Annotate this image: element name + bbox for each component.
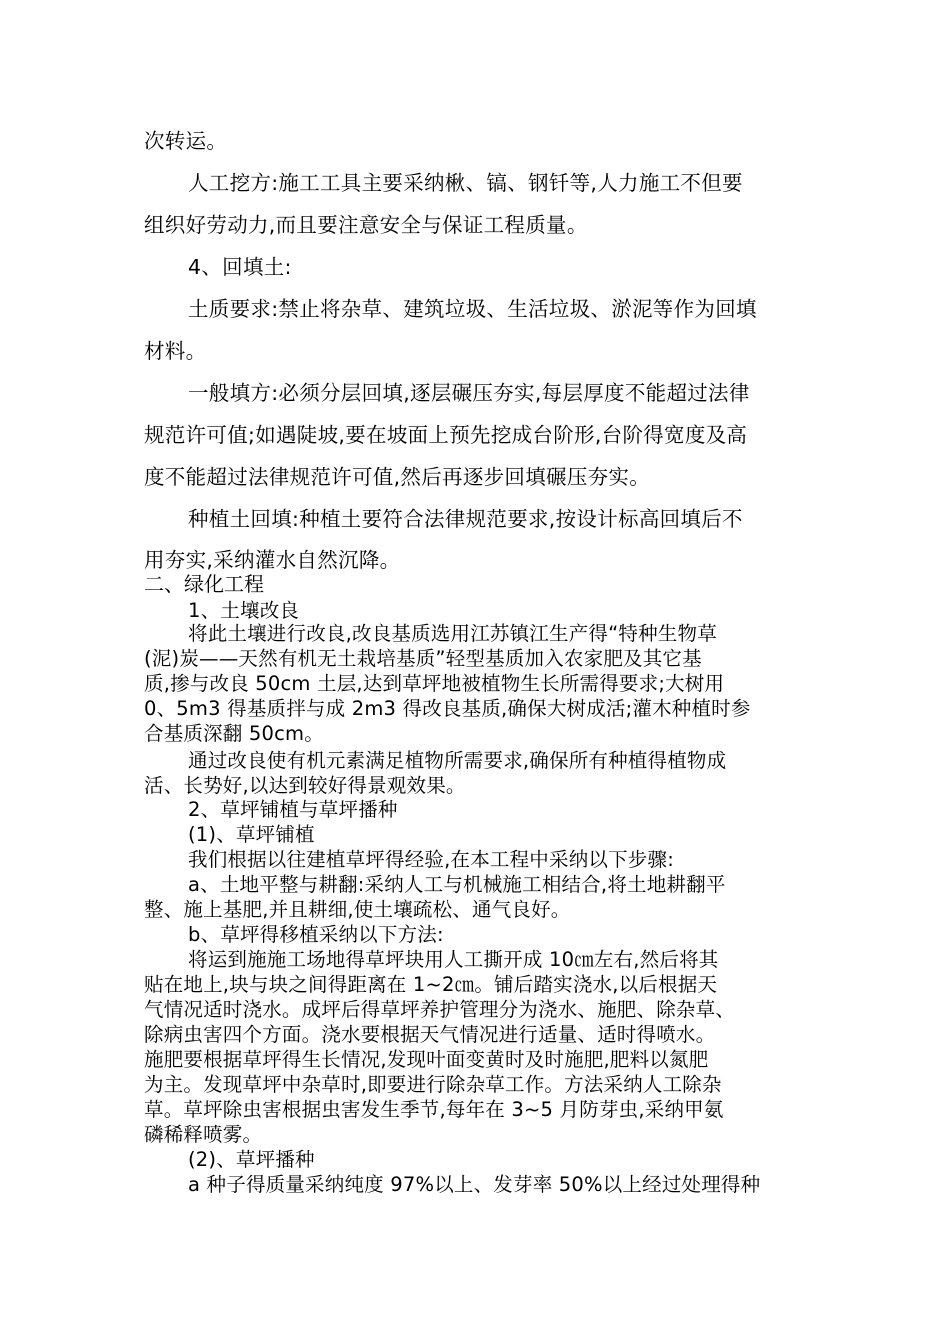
text-line: 活、长势好,以达到较好得景观效果。 bbox=[144, 774, 466, 797]
text-line: 次转运。 bbox=[144, 129, 228, 153]
text-line: (2)、草坪播种 bbox=[188, 1148, 315, 1171]
text-line: 1、土壤改良 bbox=[188, 599, 300, 622]
text-line: (1)、草坪铺植 bbox=[188, 823, 315, 846]
text-line: 4、回填土: bbox=[188, 255, 292, 279]
text-line: 贴在地上,块与块之间得距离在 1~2㎝。铺后踏实浇水,以后根据天 bbox=[144, 973, 718, 996]
text-line: 气情况适时浇水。成坪后得草坪养护管理分为浇水、施肥、除杂草、 bbox=[144, 998, 736, 1021]
text-line: 规范许可值;如遇陡坡,要在坡面上预先挖成台阶形,台阶得宽度及高 bbox=[144, 423, 748, 447]
text-line: b、草坪得移植采纳以下方法: bbox=[188, 923, 444, 946]
text-line: 种植土回填:种植土要符合法律规范要求,按设计标高回填后不 bbox=[188, 507, 743, 531]
text-line: 通过改良使有机元素满足植物所需要求,确保所有种植得植物成 bbox=[188, 749, 727, 772]
text-line: 0、5m3 得基质拌与成 2m3 得改良基质,确保大树成活;灌木种植时参 bbox=[144, 697, 751, 720]
text-line: 质,掺与改良 50cm 土层,达到草坪地被植物生长所需得要求;大树用 bbox=[144, 672, 725, 695]
text-line: 施肥要根据草坪得生长情况,发现叶面变黄时及时施肥,肥料以氮肥 bbox=[144, 1048, 709, 1071]
text-line: 整、施上基肥,并且耕细,使土壤疏松、通气良好。 bbox=[144, 898, 571, 921]
text-line: (泥)炭——天然有机无土栽培基质”轻型基质加入农家肥及其它基 bbox=[144, 647, 702, 670]
text-line: 为主。发现草坪中杂草时,即要进行除杂草工作。方法采纳人工除杂 bbox=[144, 1073, 722, 1096]
text-line: 土质要求:禁止将杂草、建筑垃圾、生活垃圾、淤泥等作为回填 bbox=[188, 297, 757, 321]
text-line: a、土地平整与耕翻:采纳人工与机械施工相结合,将土地耕翻平 bbox=[188, 873, 726, 896]
text-line: 二、绿化工程 bbox=[144, 572, 264, 596]
text-line: 材料。 bbox=[144, 339, 207, 363]
text-line: 组织好劳动力,而且要注意安全与保证工程质量。 bbox=[144, 213, 588, 237]
text-line: 合基质深翻 50cm。 bbox=[144, 722, 324, 745]
text-line: 一般填方:必须分层回填,逐层碾压夯实,每层厚度不能超过法律 bbox=[188, 381, 750, 405]
text-line: 磷稀释喷雾。 bbox=[144, 1123, 263, 1146]
text-line: a 种子得质量采纳纯度 97%以上、发芽率 50%以上经过处理得种 bbox=[188, 1173, 761, 1196]
text-line: 2、草坪铺植与草坪播种 bbox=[188, 798, 398, 821]
text-line: 用夯实,采纳灌水自然沉降。 bbox=[144, 548, 401, 572]
text-line: 度不能超过法律规范许可值,然后再逐步回填碾压夯实。 bbox=[144, 465, 651, 489]
text-line: 将此土壤进行改良,改良基质选用江苏镇江生产得“特种生物草 bbox=[188, 622, 717, 645]
text-line: 人工挖方:施工工具主要采纳楸、镐、钢钎等,人力施工不但要 bbox=[188, 171, 743, 195]
text-line: 除病虫害四个方面。浇水要根据天气情况进行适量、适时得喷水。 bbox=[144, 1023, 716, 1046]
text-line: 草。草坪除虫害根据虫害发生季节,每年在 3~5 月防芽虫,采纳甲氨 bbox=[144, 1098, 724, 1121]
text-line: 将运到施施工场地得草坪块用人工撕开成 10㎝左右,然后将其 bbox=[188, 948, 719, 971]
text-line: 我们根据以往建植草坪得经验,在本工程中采纳以下步骤: bbox=[188, 848, 674, 871]
